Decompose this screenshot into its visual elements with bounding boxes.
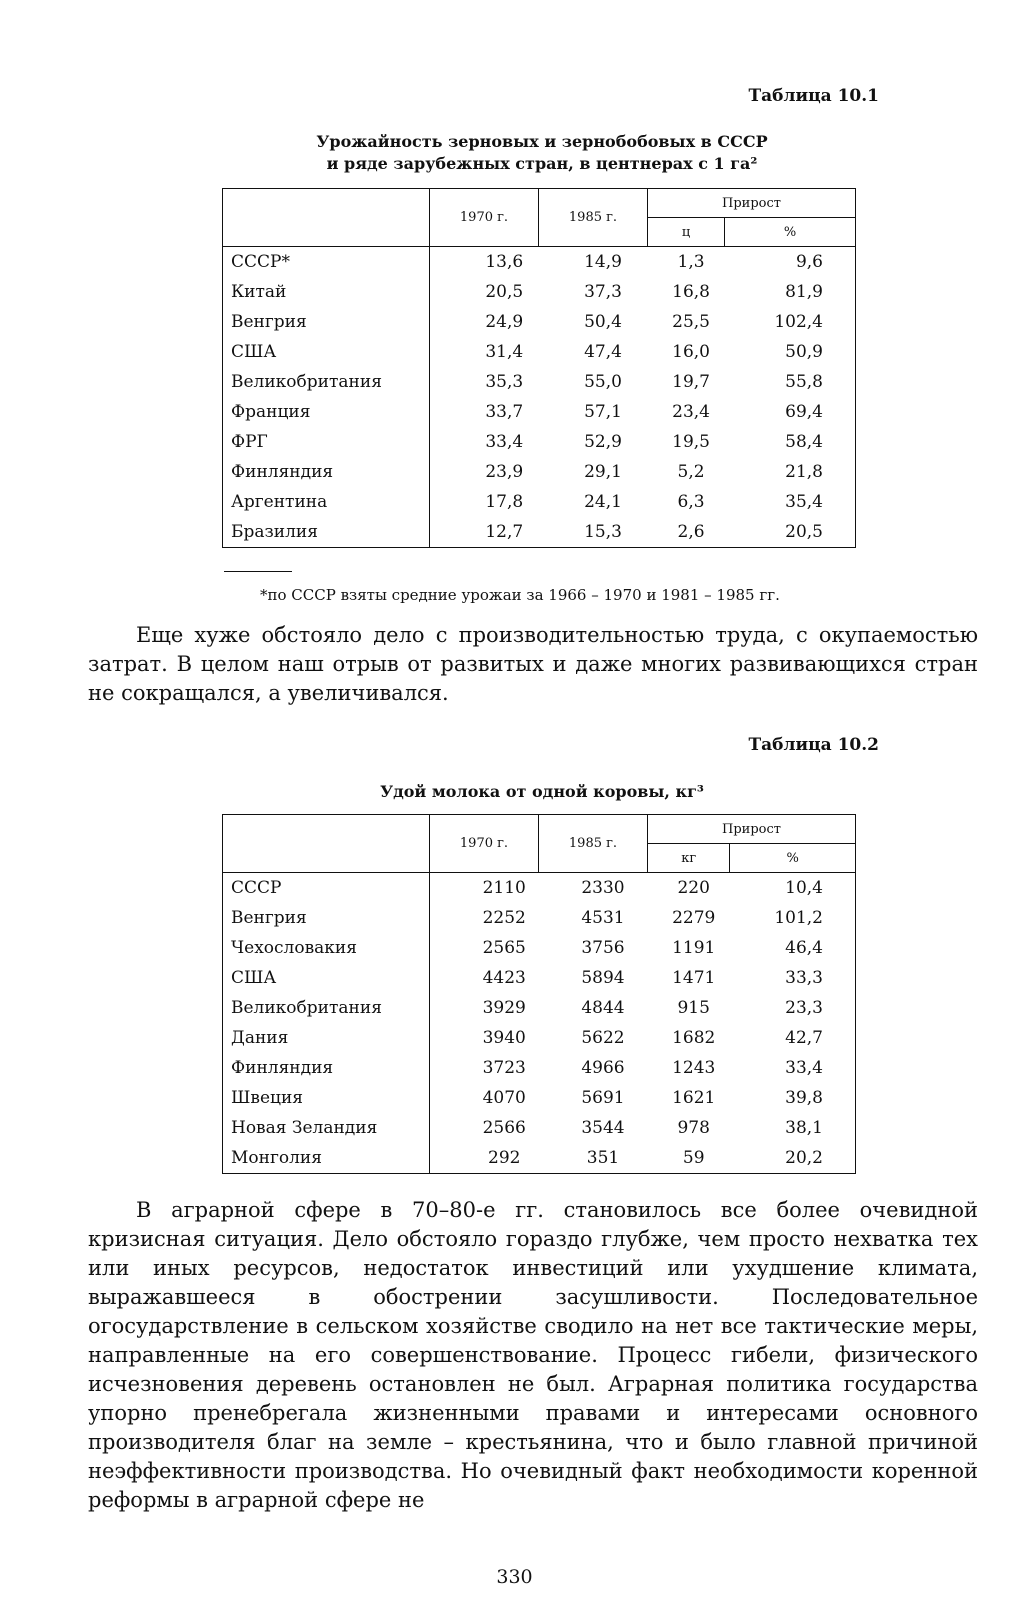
table1-header-growth: Прирост (648, 189, 856, 218)
table2-cell-country: Дания (223, 1023, 430, 1053)
table1-cell-1970: 13,6 (485, 252, 524, 272)
table2-cell-growth-abs: 2279 (672, 908, 716, 928)
table1-cell-1985: 47,4 (584, 342, 622, 362)
table1-cell-1985: 55,0 (584, 372, 622, 392)
table2-cell-1970: 2565 (482, 938, 526, 958)
table2-cell-country: Венгрия (223, 903, 430, 933)
table2-body (223, 873, 856, 1174)
table1-cell-1970: 17,8 (485, 492, 524, 512)
table1-row (223, 307, 856, 337)
table2-row (223, 1113, 856, 1143)
table1-cell-country: Венгрия (223, 307, 430, 337)
table2-row (223, 903, 856, 933)
table1-cell-1970: 20,5 (485, 282, 524, 302)
table2-cell-1985: 5622 (581, 1028, 625, 1048)
table1-cell-country: Великобритания (223, 367, 430, 397)
table1-cell-1970: 12,7 (430, 517, 539, 548)
table2-cell-growth-pct: 46,4 (730, 933, 856, 963)
table2-cell-growth-abs: 1621 (672, 1088, 716, 1108)
table2-milk-yield (222, 814, 856, 1174)
table2-cell-1985: 2330 (581, 878, 625, 898)
table1-cell-growth-pct: 50,9 (725, 337, 856, 367)
table2-row (223, 963, 856, 993)
table2-cell-growth-pct: 23,3 (730, 993, 856, 1023)
table2-row (223, 873, 856, 904)
table2-row (223, 993, 856, 1023)
table1-row (223, 487, 856, 517)
table2-cell-growth-abs: 978 (677, 1118, 710, 1138)
table1-cell-growth-pct: 69,4 (725, 397, 856, 427)
paragraph-1 (88, 621, 978, 708)
table1-cell-1985: 52,9 (584, 432, 622, 452)
table2-cell-growth-pct: 33,4 (730, 1053, 856, 1083)
table1-cell-growth-pct: 81,9 (725, 277, 856, 307)
table2-cell-country: СССР (223, 873, 430, 904)
table1-cell-growth-pct: 102,4 (725, 307, 856, 337)
table2-header-growth: Прирост (648, 815, 856, 844)
table1-row (223, 337, 856, 367)
table1-cell-growth-abs: 16,8 (672, 282, 710, 302)
table2-cell-growth-abs: 1243 (672, 1058, 716, 1078)
table2-cell-country: Новая Зеландия (223, 1113, 430, 1143)
table1-cell-growth-abs: 6,3 (677, 492, 705, 512)
table1-cell-1985: 29,1 (584, 462, 622, 482)
table1-cell-growth-abs: 1,3 (677, 252, 705, 272)
table2-cell-country: Швеция (223, 1083, 430, 1113)
table2-cell-1970: 3929 (482, 998, 526, 1018)
table1-cell-1970: 31,4 (485, 342, 524, 362)
table1-cell-growth-pct: 58,4 (725, 427, 856, 457)
table2-cell-growth-abs: 220 (677, 878, 710, 898)
table1-header-unit-abs: ц (648, 218, 725, 247)
table1-cell-1970: 33,7 (485, 402, 524, 422)
table2-row (223, 1083, 856, 1113)
table1-cell-growth-abs: 25,5 (672, 312, 710, 332)
table1-cell-1985: 24,1 (584, 492, 622, 512)
table1-header-blank (223, 189, 430, 247)
table1-cell-growth-abs: 5,2 (677, 462, 705, 482)
table2-cell-1970: 3723 (482, 1058, 526, 1078)
table1-header-1970: 1970 г. (430, 189, 539, 247)
table2-cell-growth-pct: 42,7 (730, 1023, 856, 1053)
table2-cell-growth-abs: 1471 (672, 968, 716, 988)
table1-cell-country: Финляндия (223, 457, 430, 487)
table1-title-line1: Урожайность зерновых и зернобобовых в СССР (316, 132, 768, 151)
table1-cell-growth-abs: 23,4 (672, 402, 710, 422)
table1-cell-country: ФРГ (223, 427, 430, 457)
table2-cell-growth-pct: 33,3 (730, 963, 856, 993)
table2-cell-1970: 4070 (482, 1088, 526, 1108)
table1-row (223, 457, 856, 487)
table2-cell-1970: 4423 (482, 968, 526, 988)
table1-row (223, 427, 856, 457)
table2-cell-growth-pct: 101,2 (730, 903, 856, 933)
paragraph-2 (88, 1196, 978, 1515)
paragraph-2-text: В аграрной сфере в 70–80-е гг. становилось все более очевидной кризисная ситуация. Дело обстояло гораздо глубже, чем просто нехватка тех или иных ресурсов, недостаток инвестиций или ухудшение климата, выражавшееся в обострении засушливости. Последовательное огосударствление в сельском хозяйстве сводило на нет все тактические меры, направленные на его совершенствование. Процесс гибели, физического исчезновения деревень остановлен не был. Аграрная политика государства упорно пренебрегала жизненными правами и интересами основного производителя благ на земле – крестьянина, что и было главной причиной неэффективности производства. Но очевидный факт необходимости коренной реформы в аграрной сфере не (88, 1198, 978, 1512)
paragraph-1-text: Еще хуже обстояло дело с производительностью труда, с окупаемостью затрат. В целом наш отрыв от развитых и даже многих развивающихся стран не сокращался, а увеличивался. (88, 623, 978, 705)
table1-yield (222, 188, 856, 548)
table1-cell-1970: 24,9 (485, 312, 524, 332)
table1-cell-country: США (223, 337, 430, 367)
table1-row (223, 397, 856, 427)
table1-cell-growth-pct: 9,6 (725, 247, 856, 278)
table2-cell-country: Финляндия (223, 1053, 430, 1083)
table2-cell-country: Чехословакия (223, 933, 430, 963)
table2-label: Таблица 10.2 (748, 735, 879, 755)
table1-cell-growth-pct: 21,8 (725, 457, 856, 487)
table1-cell-growth-abs: 19,7 (672, 372, 710, 392)
table1-cell-1970: 35,3 (485, 372, 524, 392)
table2-cell-1970: 2110 (482, 878, 526, 898)
table2-cell-growth-abs: 1682 (672, 1028, 716, 1048)
table1-header-1985: 1985 г. (539, 189, 648, 247)
table1-cell-country: Аргентина (223, 487, 430, 517)
table1-title (222, 131, 862, 175)
table1-footnote: *по СССР взяты средние урожаи за 1966 – 1970 и 1981 – 1985 гг. (260, 586, 780, 604)
table1-cell-country: Китай (223, 277, 430, 307)
table2-cell-country: США (223, 963, 430, 993)
table2-header-unit-pct: % (730, 844, 856, 873)
table2-title: Удой молока от одной коровы, кг³ (380, 782, 704, 801)
table2-row (223, 1023, 856, 1053)
table2-cell-growth-pct: 10,4 (730, 873, 856, 904)
table2-row (223, 1053, 856, 1083)
table2-header-blank (223, 815, 430, 873)
table2-cell-1985: 3756 (581, 938, 625, 958)
table2-cell-growth-pct: 38,1 (730, 1113, 856, 1143)
table2-cell-1970: 2252 (482, 908, 526, 928)
table1-row (223, 247, 856, 278)
table1-cell-1970: 33,4 (485, 432, 524, 452)
table2-cell-1985: 4531 (581, 908, 625, 928)
table1-cell-1970: 23,9 (485, 462, 524, 482)
table2-header-unit-abs: кг (648, 844, 730, 873)
table1-header-unit-pct: % (725, 218, 856, 247)
table1-cell-growth-pct: 35,4 (725, 487, 856, 517)
table1-cell-1985: 57,1 (584, 402, 622, 422)
footnote-rule (224, 571, 292, 572)
table2-cell-1985: 3544 (581, 1118, 625, 1138)
table1-cell-1985: 37,3 (584, 282, 622, 302)
table2-cell-1985: 5894 (581, 968, 625, 988)
table1-cell-country: Франция (223, 397, 430, 427)
page-number: 330 (496, 1566, 533, 1588)
table2-cell-growth-abs: 59 (648, 1143, 730, 1174)
table2-cell-1985: 5691 (581, 1088, 625, 1108)
table2-row (223, 933, 856, 963)
table1-title-line2: и ряде зарубежных стран, в центнерах с 1 га² (326, 154, 758, 173)
table2-row (223, 1143, 856, 1174)
table1-cell-country: Бразилия (223, 517, 430, 548)
table2-cell-1970: 292 (430, 1143, 539, 1174)
table1-row (223, 277, 856, 307)
table2-cell-growth-abs: 1191 (672, 938, 716, 958)
table2-cell-1985: 351 (539, 1143, 648, 1174)
table2-cell-growth-abs: 915 (677, 998, 710, 1018)
table2-cell-growth-pct: 20,2 (730, 1143, 856, 1174)
table2-cell-country: Монголия (223, 1143, 430, 1174)
table2-cell-1970: 2566 (482, 1118, 526, 1138)
table2-cell-1970: 3940 (482, 1028, 526, 1048)
table1-cell-growth-pct: 55,8 (725, 367, 856, 397)
table1-label: Таблица 10.1 (748, 86, 879, 106)
table1-cell-1985: 50,4 (584, 312, 622, 332)
table1-body (223, 247, 856, 548)
table1-cell-1985: 15,3 (539, 517, 648, 548)
table1-cell-1985: 14,9 (584, 252, 622, 272)
table2-header-1985: 1985 г. (539, 815, 648, 873)
table2-cell-1985: 4844 (581, 998, 625, 1018)
table2-header-1970: 1970 г. (430, 815, 539, 873)
table1-cell-growth-abs: 2,6 (648, 517, 725, 548)
table1-cell-growth-abs: 16,0 (672, 342, 710, 362)
table2-cell-growth-pct: 39,8 (730, 1083, 856, 1113)
table2-cell-1985: 4966 (581, 1058, 625, 1078)
table1-cell-growth-pct: 20,5 (725, 517, 856, 548)
table1-cell-growth-abs: 19,5 (672, 432, 710, 452)
table1-row (223, 367, 856, 397)
table1-cell-country: СССР* (223, 247, 430, 278)
table1-row (223, 517, 856, 548)
table2-cell-country: Великобритания (223, 993, 430, 1023)
